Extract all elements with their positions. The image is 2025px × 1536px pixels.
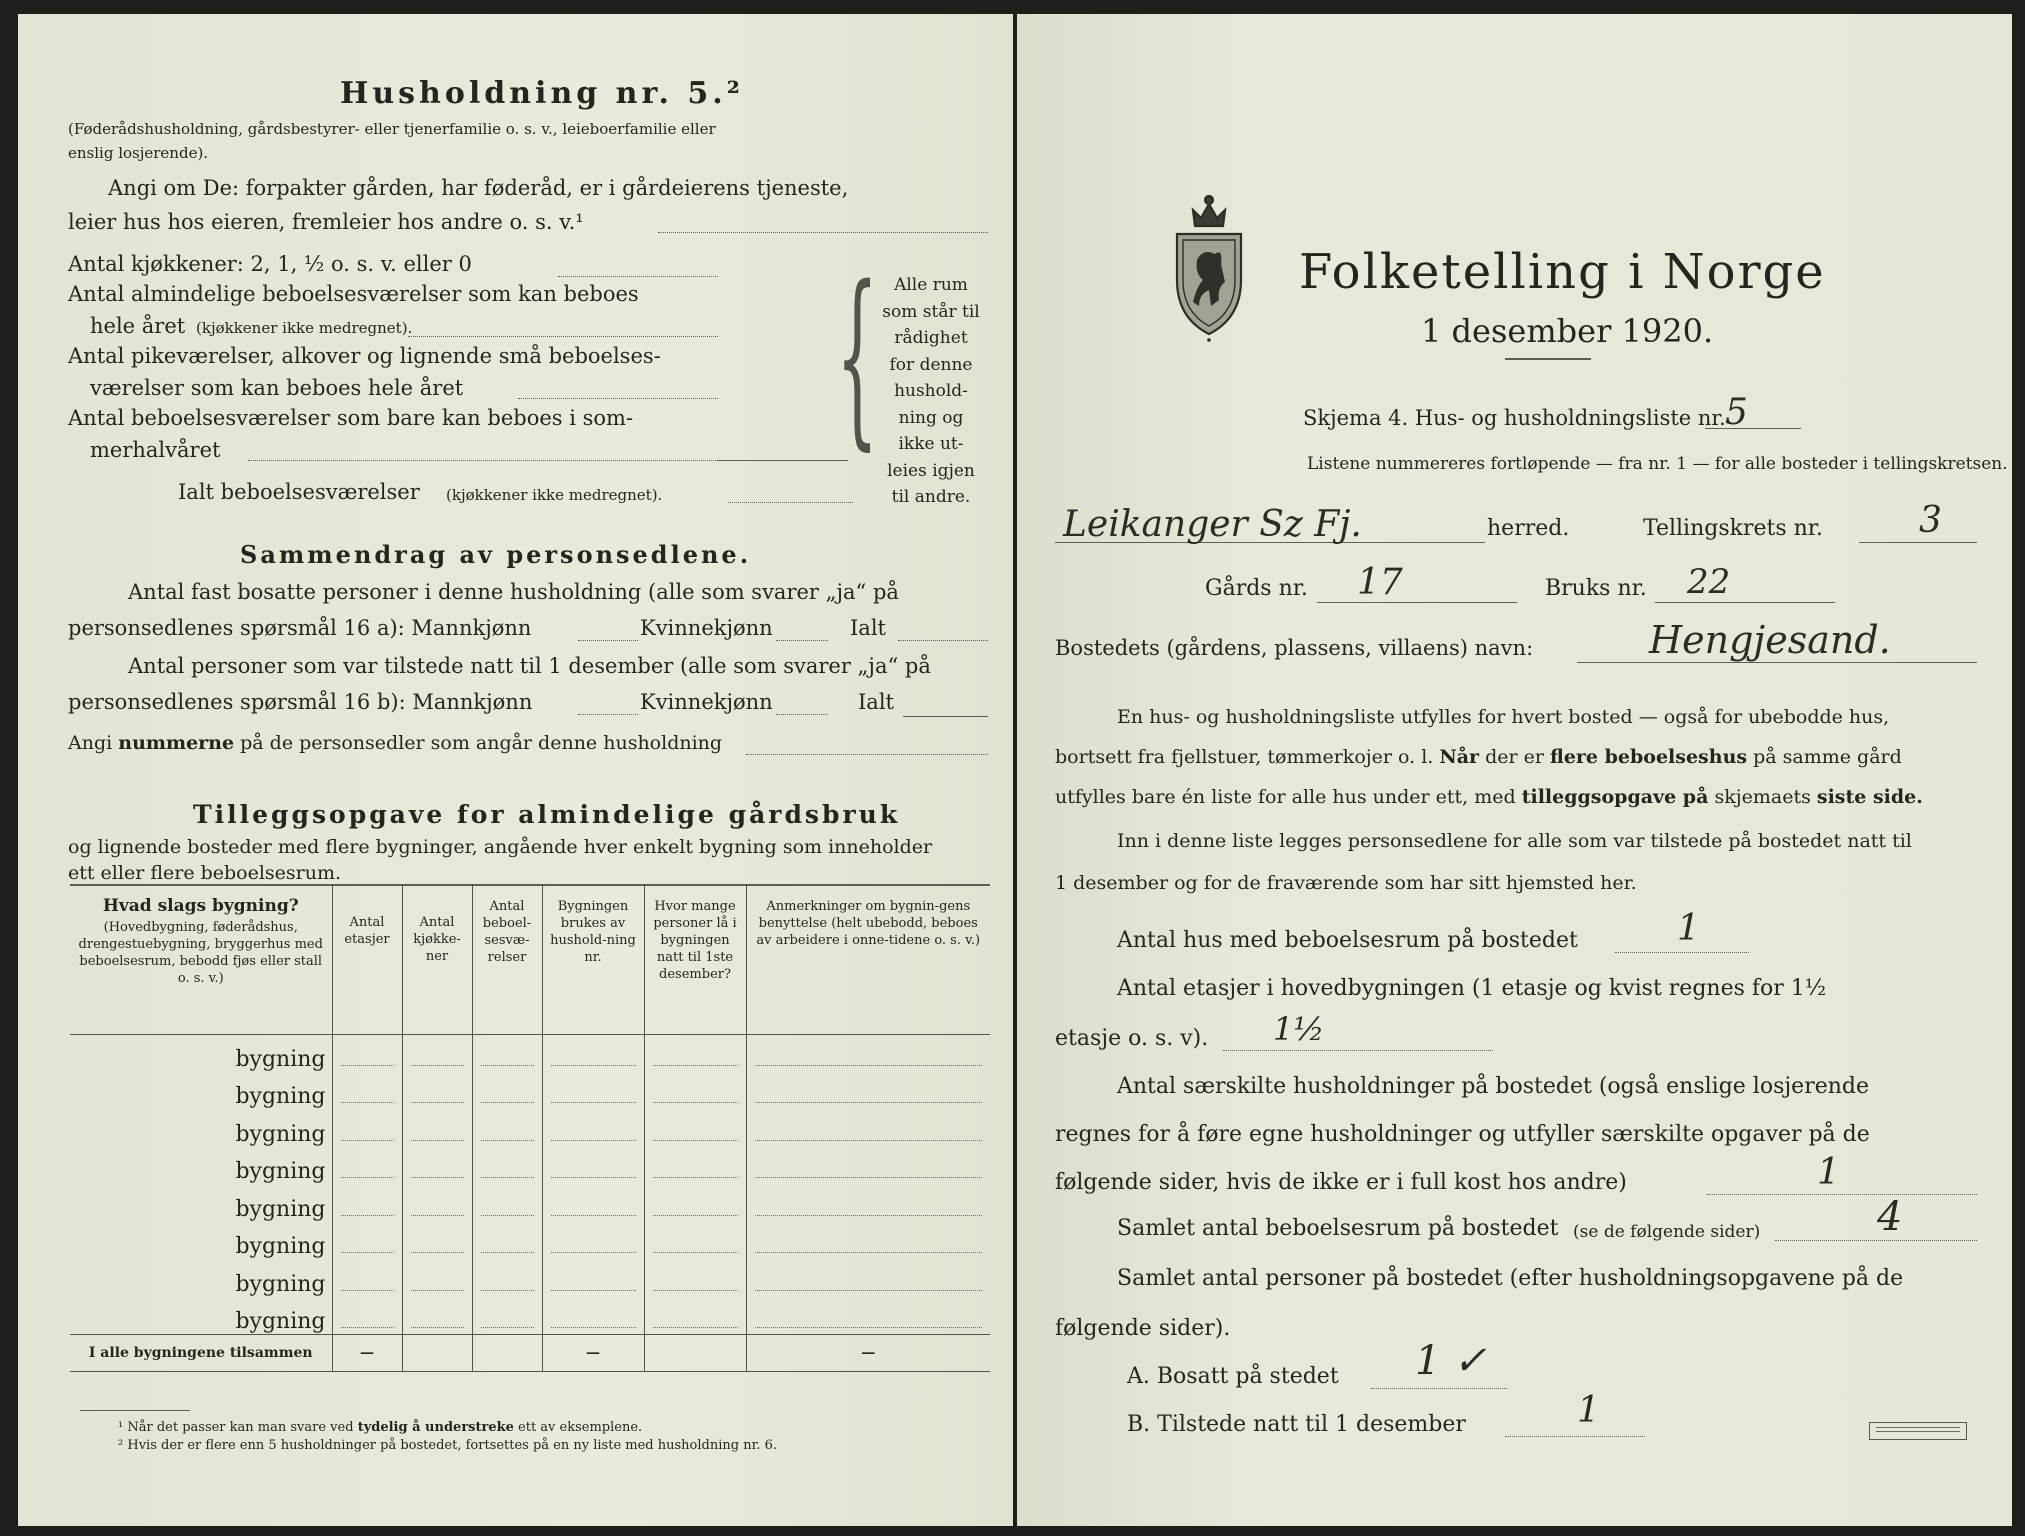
row-cell bbox=[472, 1034, 542, 1072]
herred-value: Leikanger Sz Fj. bbox=[1063, 504, 1362, 545]
bosatt-label: A. Bosatt på stedet bbox=[1127, 1364, 1339, 1389]
fast-bosatte-line-2: personsedlenes spørsmål 16 a): Mannkjønn bbox=[68, 616, 532, 640]
tilstede-line-1: Antal personer som var tilstede natt til 1 desember (alle som svarer „ja“ på bbox=[128, 654, 931, 678]
bosted-value: Hengjesand. bbox=[1649, 618, 1891, 662]
header-personer: Hvor mange personer lå i bygningen natt til 1ste desember? bbox=[644, 884, 746, 1034]
instructions-1: En hus- og husholdningsliste utfylles for hvert bosted — også for ubebodde hus, bbox=[1117, 706, 1890, 728]
row-cell bbox=[472, 1109, 542, 1147]
row-cell bbox=[402, 1259, 472, 1297]
personer-line-1: Samlet antal personer på bostedet (efter husholdningsopgavene på de bbox=[1117, 1266, 1904, 1291]
footnote-2: ² Hvis der er flere enn 5 husholdninger på bostedet, fortsettes på en ny liste med husholdning nr. 6. bbox=[118, 1438, 778, 1453]
total-vaerelser bbox=[472, 1334, 542, 1371]
right-page bbox=[1017, 14, 2012, 1526]
table-row bbox=[70, 1072, 990, 1110]
nummerne-line: Angi nummerne på de personsedler som angår denne husholdning bbox=[68, 732, 723, 754]
row-cell bbox=[472, 1259, 542, 1297]
total-husholdning: — bbox=[542, 1334, 644, 1371]
table-body bbox=[70, 1034, 990, 1334]
pikevaerelser-label-1: Antal pikeværelser, alkover og lignende små beboelses- bbox=[68, 344, 661, 368]
printer-stamp bbox=[1869, 1422, 1967, 1440]
header-beboelsesvaerelser: Antal beboel-sesvæ-relser bbox=[472, 884, 542, 1034]
saerskilte-line-1: Antal særskilte husholdninger på bostedet (også enslige losjerende bbox=[1117, 1074, 1870, 1099]
row-building-label bbox=[70, 1034, 332, 1072]
table-header-row bbox=[70, 884, 990, 1034]
etasjer-value: 1½ bbox=[1273, 1010, 1325, 1048]
tillegg-line-2: ett eller flere beboelsesrum. bbox=[68, 862, 342, 884]
fast-ialt-label: Ialt bbox=[850, 616, 886, 640]
coat-of-arms-icon bbox=[1169, 190, 1249, 342]
footnote-1: ¹ Når det passer kan man svare ved tydelig å understreke ett av eksemplene. bbox=[118, 1420, 643, 1435]
row-cell bbox=[332, 1259, 402, 1297]
row-cell bbox=[472, 1222, 542, 1260]
bosted-label: Bostedets (gårdens, plassens, villaens) navn: bbox=[1055, 636, 1534, 660]
row-cell bbox=[542, 1222, 644, 1260]
household-subtitle-1: (Føderådshusholdning, gårdsbestyrer- eller tjenerfamilie o. s. v., leieboerfamilie eller bbox=[68, 120, 716, 138]
row-cell bbox=[332, 1072, 402, 1110]
ialt-fill bbox=[728, 502, 853, 503]
beboelsesrum-note: (se de følgende sider) bbox=[1573, 1222, 1761, 1242]
row-cell bbox=[644, 1072, 746, 1110]
tilstede-label: B. Tilstede natt til 1 desember bbox=[1127, 1412, 1466, 1437]
bosatt-value: 1 ✓ bbox=[1415, 1338, 1487, 1384]
almindelige-fill bbox=[408, 336, 718, 337]
row-cell bbox=[402, 1109, 472, 1147]
row-cell bbox=[472, 1147, 542, 1185]
row-cell bbox=[644, 1034, 746, 1072]
side-note: Alle rum som står til rådighet for denne hushold- ning og ikke ut- leies igjen til andre. bbox=[882, 275, 980, 507]
angi-line-2: leier hus hos eieren, fremleier hos andre o. s. v.¹ bbox=[68, 210, 584, 234]
table-row bbox=[70, 1259, 990, 1297]
row-cell bbox=[332, 1184, 402, 1222]
row-building-label bbox=[70, 1072, 332, 1110]
tillegg-line-1: og lignende bosteder med flere bygninger, angående hver enkelt bygning som inneholder bbox=[68, 836, 933, 858]
row-cell bbox=[746, 1109, 990, 1147]
total-personer bbox=[644, 1334, 746, 1371]
row-cell bbox=[332, 1147, 402, 1185]
bygning-label: bygning bbox=[235, 1308, 326, 1334]
row-cell bbox=[542, 1259, 644, 1297]
row-building-label bbox=[70, 1259, 332, 1297]
bygning-label: bygning bbox=[235, 1084, 326, 1109]
header-etasjer: Antal etasjer bbox=[332, 884, 402, 1034]
tillegg-title: Tilleggsopgave for almindelige gårdsbruk bbox=[193, 800, 901, 829]
bygning-label: bygning bbox=[235, 1121, 326, 1147]
bygning-label: bygning bbox=[235, 1159, 326, 1184]
sommer-fill bbox=[248, 460, 718, 461]
row-cell bbox=[542, 1147, 644, 1185]
table-row bbox=[70, 1297, 990, 1335]
tilstede-kvinne-label: Kvinnekjønn bbox=[640, 690, 773, 714]
row-cell bbox=[644, 1184, 746, 1222]
table-row bbox=[70, 1147, 990, 1185]
row-cell bbox=[746, 1034, 990, 1072]
tilstede-ialt-label: Ialt bbox=[858, 690, 894, 714]
household-subtitle-2: enslig losjerende). bbox=[68, 144, 209, 162]
row-building-label bbox=[70, 1297, 332, 1335]
row-cell bbox=[402, 1072, 472, 1110]
header-building-type: Hvad slags bygning? (Hovedbygning, føderådshus, drengestuebygning, bryggerhus med beboelsesrum, bebodd fjøs eller stall o. s. v.) bbox=[70, 884, 332, 1034]
row-building-label bbox=[70, 1109, 332, 1147]
nummerne-fill bbox=[746, 754, 988, 755]
fast-kvinne-label: Kvinnekjønn bbox=[640, 616, 773, 640]
row-cell bbox=[644, 1259, 746, 1297]
ialt-label: Ialt beboelsesværelser bbox=[178, 480, 420, 504]
bygning-label: bygning bbox=[235, 1196, 326, 1222]
bygning-label: bygning bbox=[235, 1271, 326, 1297]
row-cell bbox=[332, 1109, 402, 1147]
header-husholdning-nr: Bygningen brukes av hushold-ning nr. bbox=[542, 884, 644, 1034]
row-cell bbox=[746, 1222, 990, 1260]
row-cell bbox=[542, 1297, 644, 1335]
bygning-label: bygning bbox=[235, 1046, 326, 1072]
header-anmerkninger: Anmerkninger om bygnin-gens benyttelse (helt ubebodd, beboes av arbeidere i onne-tidene o. s. v.) bbox=[746, 884, 990, 1034]
tellingskrets-value: 3 bbox=[1919, 500, 1942, 541]
census-date: 1 desember 1920. bbox=[1421, 312, 1714, 350]
row-cell bbox=[402, 1222, 472, 1260]
row-cell bbox=[542, 1109, 644, 1147]
row-cell bbox=[746, 1297, 990, 1335]
hus-value: 1 bbox=[1677, 908, 1700, 949]
etasjer-line-2: etasje o. s. v). bbox=[1055, 1026, 1209, 1051]
row-cell bbox=[746, 1259, 990, 1297]
census-title: Folketelling i Norge bbox=[1299, 244, 1826, 300]
sommer-label-1: Antal beboelsesværelser som bare kan beboes i som- bbox=[68, 406, 634, 430]
row-cell bbox=[332, 1297, 402, 1335]
row-cell bbox=[402, 1147, 472, 1185]
pikevaerelser-fill bbox=[518, 398, 718, 399]
herred-label: herred. bbox=[1487, 516, 1570, 541]
left-page bbox=[18, 14, 1013, 1526]
row-cell bbox=[332, 1034, 402, 1072]
fast-bosatte-line-1: Antal fast bosatte personer i denne husholdning (alle som svarer „ja“ på bbox=[128, 580, 899, 604]
table-row bbox=[70, 1109, 990, 1147]
gards-label: Gårds nr. bbox=[1205, 576, 1308, 601]
row-cell bbox=[472, 1297, 542, 1335]
table-row bbox=[70, 1184, 990, 1222]
angi-fill bbox=[658, 232, 988, 233]
almindelige-note: (kjøkkener ikke medregnet). bbox=[196, 319, 413, 337]
etasjer-line-1: Antal etasjer i hovedbygningen (1 etasje og kvist regnes for 1½ bbox=[1117, 976, 1827, 1001]
total-etasjer: — bbox=[332, 1334, 402, 1371]
row-cell bbox=[542, 1184, 644, 1222]
row-cell bbox=[542, 1034, 644, 1072]
bruks-label: Bruks nr. bbox=[1545, 576, 1647, 601]
total-kjokkener bbox=[402, 1334, 472, 1371]
saerskilte-value: 1 bbox=[1817, 1152, 1840, 1193]
hus-label: Antal hus med beboelsesrum på bostedet bbox=[1117, 928, 1578, 953]
skjema-value: 5 bbox=[1725, 392, 1748, 433]
listene-note: Listene nummereres fortløpende — fra nr. 1 — for alle bosteder i tellingskretsen. bbox=[1307, 454, 2008, 474]
sammendrag-title: Sammendrag av personsedlene. bbox=[240, 540, 752, 569]
kjokkener-label: Antal kjøkkener: 2, 1, ½ o. s. v. eller 0 bbox=[68, 252, 472, 276]
almindelige-label-1: Antal almindelige beboelsesværelser som kan beboes bbox=[68, 282, 639, 306]
almindelige-label-2: hele året bbox=[90, 314, 186, 338]
bygning-label: bygning bbox=[235, 1234, 326, 1259]
angi-line-1: Angi om De: forpakter gården, har føderåd, er i gårdeierens tjeneste, bbox=[108, 176, 849, 200]
row-cell bbox=[402, 1184, 472, 1222]
beboelsesrum-value: 4 bbox=[1877, 1194, 1903, 1240]
instructions-5: 1 desember og for de fraværende som har sitt hjemsted her. bbox=[1055, 872, 1637, 894]
row-building-label bbox=[70, 1222, 332, 1260]
row-cell bbox=[644, 1222, 746, 1260]
row-cell bbox=[644, 1297, 746, 1335]
row-cell bbox=[644, 1147, 746, 1185]
table-row bbox=[70, 1034, 990, 1072]
row-cell bbox=[746, 1184, 990, 1222]
row-cell bbox=[332, 1222, 402, 1260]
header-kjokkener: Antal kjøkke-ner bbox=[402, 884, 472, 1034]
building-table bbox=[70, 884, 990, 1372]
instructions-4: Inn i denne liste legges personsedlene for alle som var tilstede på bostedet natt til bbox=[1117, 830, 1912, 852]
date-rule bbox=[1505, 358, 1591, 360]
row-cell bbox=[746, 1147, 990, 1185]
row-cell bbox=[542, 1072, 644, 1110]
personer-line-2: følgende sider). bbox=[1055, 1316, 1231, 1341]
row-cell bbox=[746, 1072, 990, 1110]
row-cell bbox=[472, 1184, 542, 1222]
row-cell bbox=[644, 1109, 746, 1147]
pikevaerelser-label-2: værelser som kan beboes hele året bbox=[90, 376, 464, 400]
row-cell bbox=[402, 1297, 472, 1335]
brace: { bbox=[836, 246, 879, 467]
gards-value: 17 bbox=[1357, 562, 1403, 603]
beboelsesrum-label: Samlet antal beboelsesrum på bostedet bbox=[1117, 1216, 1559, 1241]
tellingskrets-label: Tellingskrets nr. bbox=[1643, 516, 1823, 541]
skjema-label: Skjema 4. Hus- og husholdningsliste nr. bbox=[1303, 406, 1726, 430]
ialt-note: (kjøkkener ikke medregnet). bbox=[446, 486, 663, 504]
instructions-2: bortsett fra fjellstuer, tømmerkojer o. l. Når der er flere beboelseshus på samme gård bbox=[1055, 746, 1902, 768]
saerskilte-line-3: følgende sider, hvis de ikke er i full kost hos andre) bbox=[1055, 1170, 1627, 1195]
row-building-label bbox=[70, 1184, 332, 1222]
row-cell bbox=[402, 1034, 472, 1072]
household-title: Husholdning nr. 5.² bbox=[340, 76, 744, 111]
table-total-row bbox=[70, 1334, 990, 1371]
sommer-label-2: merhalvåret bbox=[90, 438, 221, 462]
tilstede-line-2: personsedlenes spørsmål 16 b): Mannkjønn bbox=[68, 690, 533, 714]
table-row bbox=[70, 1222, 990, 1260]
total-label: I alle bygningene tilsammen bbox=[70, 1334, 332, 1371]
bruks-value: 22 bbox=[1687, 562, 1731, 602]
row-building-label bbox=[70, 1147, 332, 1185]
tilstede-value: 1 bbox=[1577, 1390, 1600, 1431]
saerskilte-line-2: regnes for å føre egne husholdninger og utfyller særskilte opgaver på de bbox=[1055, 1122, 1870, 1147]
kjokkener-fill bbox=[558, 276, 718, 277]
row-cell bbox=[472, 1072, 542, 1110]
total-anmerkninger: — bbox=[746, 1334, 990, 1371]
instructions-3: utfylles bare én liste for alle hus under ett, med tilleggsopgave på skjemaets siste side. bbox=[1055, 786, 1923, 808]
